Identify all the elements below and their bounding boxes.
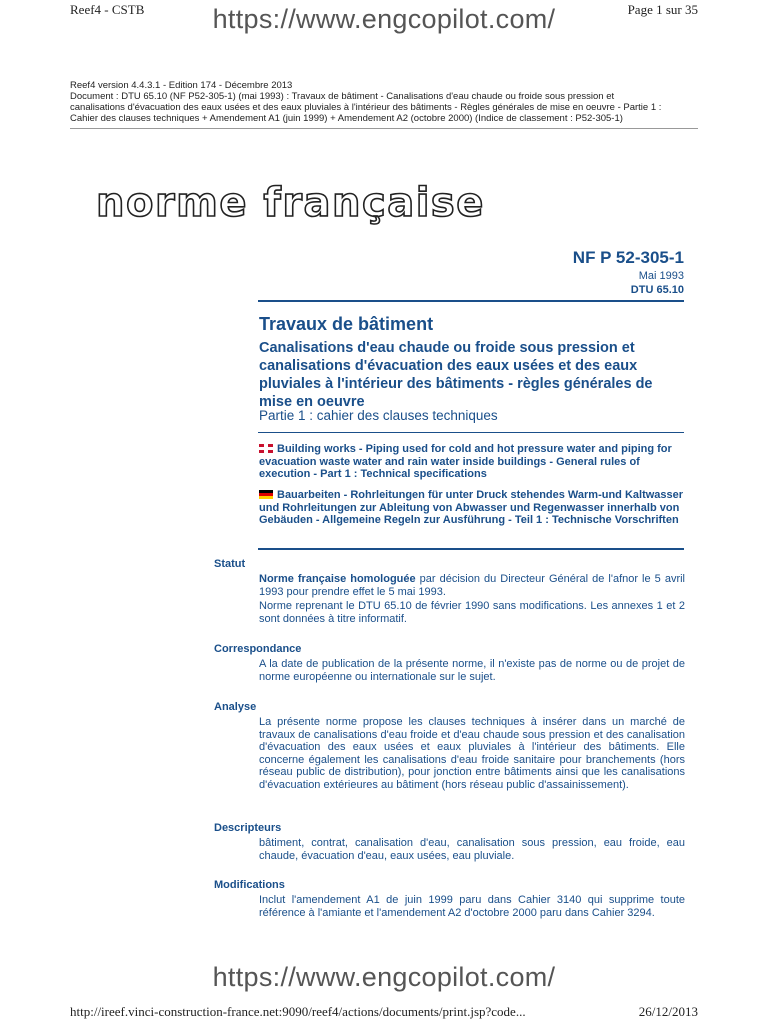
meta-line: canalisations d'évacuation des eaux usées et des eaux pluviales à l'intérieur des bâtiments - Règles générales de mise en oeuvre - Partie 1 : <box>70 102 662 113</box>
document-title: Travaux de bâtiment <box>259 314 434 334</box>
section-body-analyse: La présente norme propose les clauses techniques à insérer dans un marché de travaux de canalisations d'eau froide et d'eau chaude sous pression et des canalisation d'évacuation des eaux usées et eaux pluviales à l'intérieur des bâtiments. Elle concerne également les canalisations d'eau froide sanitaire pour branchements (hors réseau public de distribution), pour jonction entre bâtiments ainsi que les canalisations d'évacuation extérieures au bâtiment (hors réseau public d'assainissement). <box>259 716 685 791</box>
document-part: Partie 1 : cahier des clauses techniques <box>259 408 498 423</box>
standard-code: NF P 52-305-1 <box>572 248 684 267</box>
watermark-bottom: https://www.engcopilot.com/ <box>212 962 556 992</box>
section-label-analyse: Analyse <box>214 701 257 713</box>
norme-francaise-title: norme française <box>96 180 485 226</box>
english-title <box>259 443 689 481</box>
meta-line: Cahier des clauses techniques + Amendement A1 (juin 1999) + Amendement A2 (octobre 2000) (Indice de classement : P52-305-1) <box>70 113 623 124</box>
meta-line: Reef4 version 4.4.3.1 - Edition 174 - Décembre 2013 <box>70 80 293 91</box>
footer-url: http://ireef.vinci-construction-france.net:9090/reef4/actions/documents/print.jsp?code... <box>70 1004 526 1019</box>
section-label-correspondance: Correspondance <box>214 643 302 655</box>
german-flag-icon <box>259 490 273 499</box>
statut-text: par décision du Directeur Général de l'afnor le 5 avril 1993 pour prendre effet le 5 mai 1993. <box>259 573 685 598</box>
section-body-descripteurs: bâtiment, contrat, canalisation d'eau, canalisation sous pression, eau froide, eau chaude, évacuation d'eau, eaux usées, eau pluviale. <box>259 837 685 862</box>
page-indicator: Page 1 sur 35 <box>627 2 698 17</box>
section-label-statut: Statut <box>214 558 246 570</box>
statut-bold: Norme française homologuée <box>259 573 416 585</box>
standard-date: Mai 1993 <box>638 270 684 282</box>
statut-text: Norme reprenant le DTU 65.10 de février 1990 sans modifications. Les annexes 1 et 2 sont données à titre informatif. <box>259 600 685 625</box>
divider <box>258 300 684 302</box>
header-source: Reef4 - CSTB <box>70 2 145 17</box>
divider <box>258 432 684 433</box>
meta-line: Document : DTU 65.10 (NF P52-305-1) (mai 1993) : Travaux de bâtiment - Canalisations d'eau chaude ou froide sous pression et <box>70 91 615 102</box>
section-body-modifications: Inclut l'amendement A1 de juin 1999 paru dans Cahier 3140 qui supprime toute référence à l'amiante et l'amendement A2 d'octobre 2000 paru dans Cahier 3294. <box>259 894 685 919</box>
footer-date: 26/12/2013 <box>638 1004 698 1019</box>
section-label-modifications: Modifications <box>214 879 285 891</box>
section-label-descripteurs: Descripteurs <box>214 822 282 834</box>
watermark-top: https://www.engcopilot.com/ <box>212 4 556 34</box>
document-subtitle: Canalisations d'eau chaude ou froide sous pression et canalisations d'évacuation des eaux usées et des eaux pluviales à l'intérieur des bâtiments - règles générales de mise en oeuvre <box>259 340 653 410</box>
uk-flag-icon <box>259 444 273 453</box>
section-body-correspondance: A la date de publication de la présente norme, il n'existe pas de norme ou de projet de norme européenne ou internationale sur le sujet. <box>259 658 685 683</box>
dtu-reference: DTU 65.10 <box>630 284 684 296</box>
document-metadata <box>70 80 700 124</box>
section-body-statut <box>259 573 685 627</box>
german-title-text: Bauarbeiten - Rohrleitungen für unter Druck stehendes Warm-und Kaltwasser und Rohrleitungen zur Ableitung von Abwasser und Regenwasser innerhalb von Gebäuden - Allgemeine Regeln zur Ausführung - Teil 1 : Technische Vorschriften <box>259 489 684 526</box>
divider <box>70 128 698 129</box>
german-title <box>259 489 689 527</box>
english-title-text: Building works - Piping used for cold and hot pressure water and piping for evacuation waste water and rain water inside buildings - General rules of execution - Part 1 : Technical specifications <box>259 443 672 480</box>
divider <box>258 548 684 550</box>
